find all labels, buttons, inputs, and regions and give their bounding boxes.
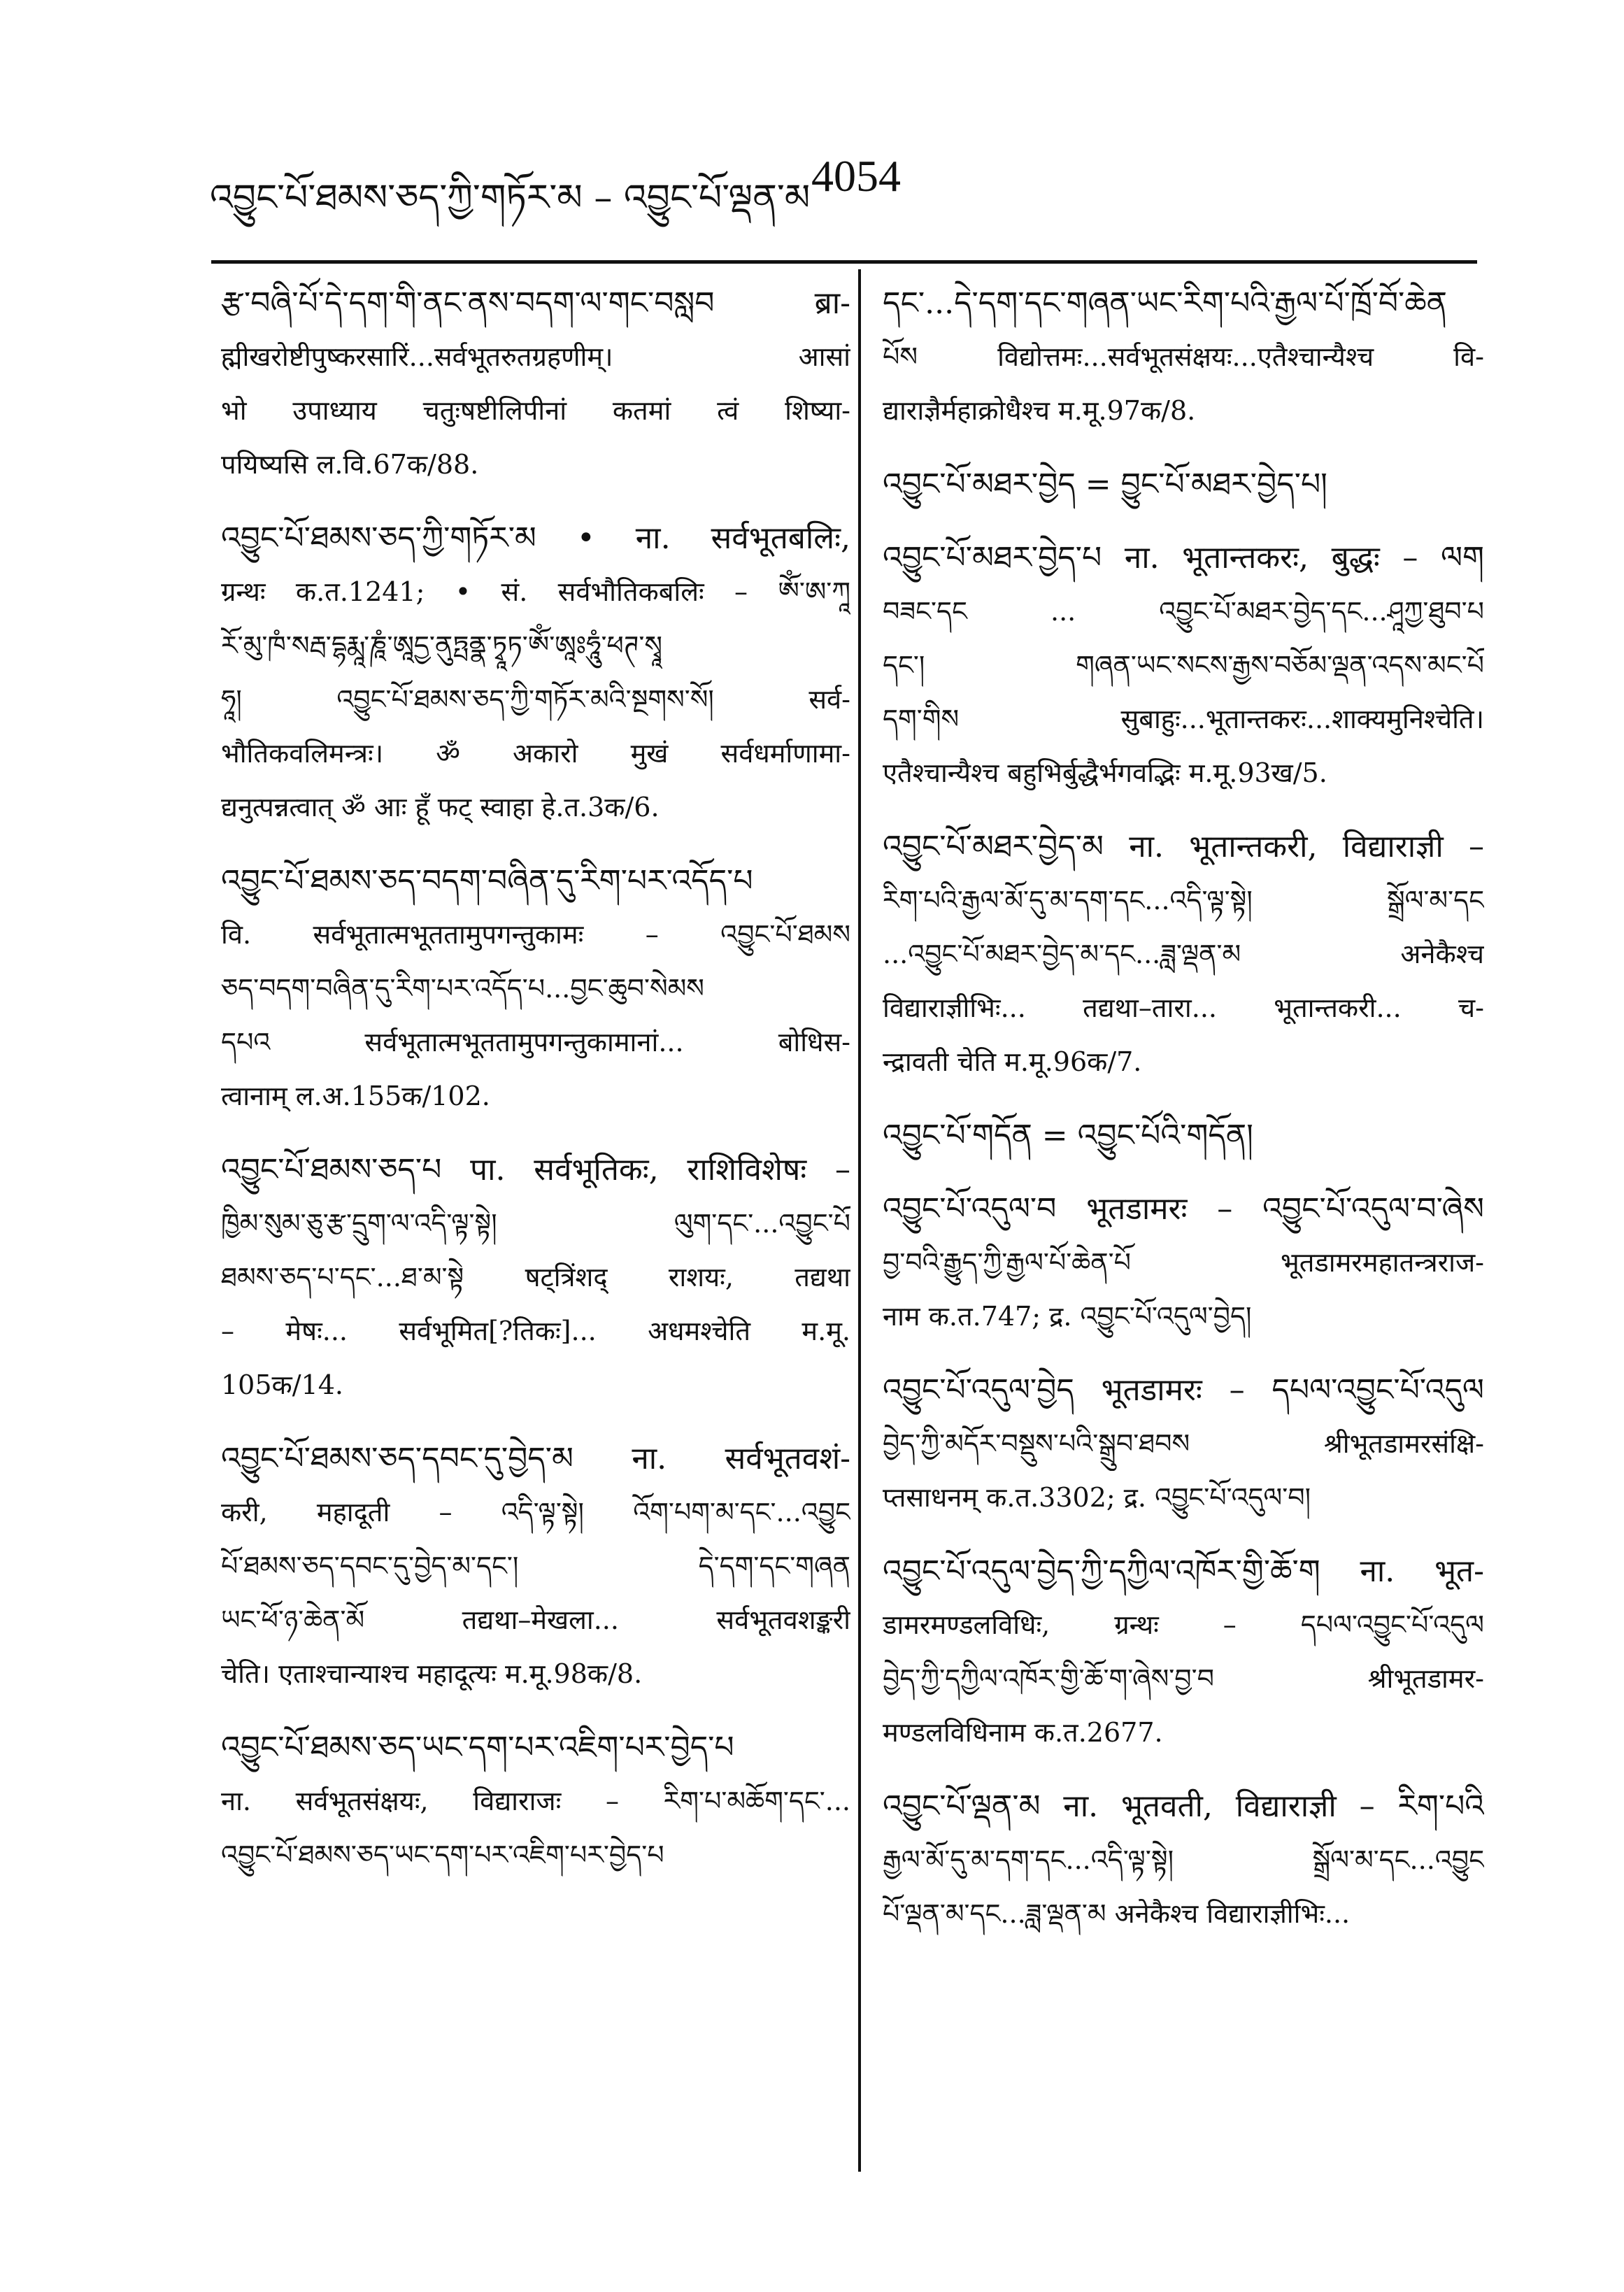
entry-line: རིག་པའི་རྒྱལ་མོ་དུ་མ་དག་དང...འདི་ལྟ་སྟེ། སྒྲོལ་མ་དང	[883, 885, 1484, 916]
dictionary-entry	[883, 1109, 1484, 1162]
dictionary-entry	[883, 1544, 1484, 1760]
dictionary-entry	[221, 1143, 850, 1412]
dictionary-entry	[221, 511, 850, 834]
entry-line: དག་གིས सुबाहुः...भूतान्तकरः...शाक्यमुनिश्चेति।	[883, 704, 1484, 734]
entry-line: डामरमण्डलविधिः, ग्रन्थः – དཔལ་འབྱུང་པོ་འདུལ	[883, 1609, 1484, 1640]
entry-line: ཐམས་ཅད་པ་དང་...ཐ་མ་སྟེ षट्त्रिंशद् राशयः, तद्यथा	[221, 1262, 850, 1293]
dictionary-entry	[221, 854, 850, 1123]
entry-headword-line: འབྱུང་པོ་གདོན = འབྱུང་པོའི་གདོན།	[883, 1118, 1253, 1153]
dictionary-entry	[883, 276, 1484, 438]
entry-line: वि. सर्वभूतात्मभूततामुपगन्तुकामः – འབྱུང་པོ་ཐམས	[221, 919, 850, 950]
entry-headword-line: དང་...དེ་དག་དང་གཞན་ཡང་རིག་པའི་རྒྱལ་པོ་ཁྲོ་བོ་ཆེན	[883, 285, 1447, 321]
entry-headword-line: འབྱུང་པོ་ཐམས་ཅད་པ पा. सर्वभूतिकः, राशिविशेषः –	[221, 1152, 850, 1188]
entry-line: द्यनुत्पन्नत्वात् ॐ आः हूँ फट् स्वाहा हे.त.3क/6.	[221, 792, 660, 823]
left-column	[221, 276, 850, 1902]
entry-headword-line: འབྱུང་པོ་ལྡན་མ ना. भूतवती, विद्याराज्ञी – རིག་པའི	[883, 1788, 1484, 1824]
entry-line: – मेषः... सर्वभूमित[?तिकः]... अधमश्चेति म.मू.	[221, 1316, 850, 1346]
dictionary-entry	[883, 531, 1484, 800]
dictionary-entry	[221, 1432, 850, 1701]
entry-line: 105क/14.	[221, 1369, 343, 1400]
running-title: འབྱུང་པོ་ཐམས་ཅད་ཀྱི་གཏོར་མ – འབྱུང་པོ་ལྡན་མ	[210, 177, 811, 219]
entry-line: བྱ་བའི་རྒྱུད་ཀྱི་རྒྱལ་པོ་ཆེན་པོ भूतडामरमहातन्त्रराज-	[883, 1247, 1484, 1278]
dictionary-entry	[883, 1363, 1484, 1525]
entry-line: मण्डलविधिनाम क.त.2677.	[883, 1717, 1163, 1748]
entry-line: པོས विद्योत्तमः...सर्वभूतसंक्षयः...एतैश्चान्यैश्च वि-	[883, 341, 1484, 372]
entry-headword-line: འབྱུང་པོ་མཐར་བྱེད = བྱུང་པོ་མཐར་བྱེད་པ།	[883, 467, 1327, 502]
entry-line: विद्याराज्ञीभिः... तद्यथा–तारा... भूतान्तकरी... च-	[883, 992, 1484, 1023]
entry-line: ཁྱིམ་སུམ་ཅུ་རྩ་དྲུག་ལ་འདི་ལྟ་སྟེ། ལུག་དང་...འབྱུང་པོ	[221, 1208, 850, 1239]
entry-headword-line: འབྱུང་པོ་འདུལ་བ भूतडामरः – འབྱུང་པོ་འདུལ་བ་ཞེས	[883, 1191, 1484, 1227]
entry-line: ग्रन्थः क.त.1241; • सं. सर्वभौतिकबलिः – ཨོཾ་ཨ་ཀཱ	[221, 576, 850, 607]
dictionary-entry	[883, 820, 1484, 1089]
entry-headword-line: རྩ་བཞི་པོ་དེ་དག་གི་ནང་ནས་བདག་ལ་གང་བསླབ ब्रा-	[221, 285, 850, 321]
entry-line: ཅད་བདག་བཞིན་དུ་རིག་པར་འདོད་པ...བྱང་ཆུབ་སེམས	[221, 973, 704, 1004]
entry-line: ना. सर्वभूतसंक्षयः, विद्याराजः – རིག་པ་མཆོག་དང་...	[221, 1786, 850, 1816]
entry-headword-line: འབྱུང་པོ་འདུལ་བྱེད भूतडामरः – དཔལ་འབྱུང་པོ་འདུལ	[883, 1372, 1484, 1408]
entry-headword-line: འབྱུང་པོ་ཐམས་ཅད་དབང་དུ་བྱེད་མ ना. सर्वभूतवशं-	[221, 1441, 850, 1476]
entry-line: प्तसाधनम् क.त.3302; द्र. འབྱུང་པོ་འདུལ་བ།	[883, 1482, 1311, 1513]
entry-line: པོ་ལྡན་མ་དང...ཟླ་ལྡན་མ अनेकैश्च विद्याराज्ञीभिः...	[883, 1898, 1351, 1929]
dictionary-entry	[883, 1779, 1484, 1941]
dictionary-entry	[221, 276, 850, 492]
entry-headword-line: འབྱུང་པོ་ཐམས་ཅད་ཀྱི་གཏོར་མ • ना. सर्वभूतबलिः,	[221, 520, 850, 556]
entry-headword-line: འབྱུང་པོ་མཐར་བྱེད་པ ना. भूतान्तकरः, बुद्धः – ལག	[883, 540, 1484, 576]
page-header	[210, 150, 1469, 234]
entry-line: पयिष्यसि ल.वि.67क/88.	[221, 449, 479, 480]
entry-line: एतैश्चान्यैश्च बहुभिर्बुद्धैर्भगवद्भिः म.मू.93ख/5.	[883, 757, 1327, 788]
dictionary-entry	[883, 1182, 1484, 1344]
entry-line: ཡང་ཕོ་ཉ་ཆེན་མོ तद्यथा–मेखला... सर्वभूतवशङ्करी	[221, 1604, 850, 1635]
entry-line: རྒྱལ་མོ་དུ་མ་དག་དང...འདི་ལྟ་སྟེ། སྒྲོལ་མ་དང...འབྱུང	[883, 1844, 1484, 1875]
entry-line: དང་། གཞན་ཡང་སངས་རྒྱས་བཅོམ་ལྡན་འདས་མང་པོ	[883, 650, 1484, 681]
page-number: 4054	[811, 151, 901, 201]
entry-line: न्द्रावती चेति म.मू.96क/7.	[883, 1046, 1142, 1077]
entry-line: ...འབྱུང་པོ་མཐར་བྱེད་མ་དང...ཟླ་ལྡན་མ अनेकैश्च	[883, 939, 1484, 969]
entry-line: भौतिकवलिमन्त्रः। ॐ अकारो मुखं सर्वधर्माणामा-	[221, 738, 850, 769]
entry-line: འབྱུང་པོ་ཐམས་ཅད་ཡང་དག་པར་འཇིག་པར་བྱེད་པ	[221, 1839, 664, 1870]
entry-headword-line: འབྱུང་པོ་ཐམས་ཅད་ཡང་དག་པར་འཇིག་པར་བྱེད་པ	[221, 1730, 734, 1765]
entry-line: नाम क.त.747; द्र. འབྱུང་པོ་འདུལ་བྱེད།	[883, 1301, 1252, 1332]
entry-line: करी, महादूती – འདི་ལྟ་སྟེ། འོག་པག་མ་དང་...འབྱུང	[221, 1497, 850, 1528]
entry-headword-line: འབྱུང་པོ་ཐམས་ཅད་བདག་བཞིན་དུ་རིག་པར་འདོད་པ	[221, 863, 753, 899]
entry-line: द्याराज्ञैर्महाक्रोधैश्च म.मू.97क/8.	[883, 395, 1196, 426]
entry-line: ह्मीखरोष्टीपुष्करसारिं...सर्वभूतरुतग्रहणीम्। आसां	[221, 341, 850, 372]
column-divider	[858, 269, 861, 2172]
entry-line: པོ་ཐམས་ཅད་དབང་དུ་བྱེད་མ་དང་། དེ་དག་དང་གཞན	[221, 1551, 850, 1581]
entry-line: ཧཱ། འབྱུང་པོ་ཐམས་ཅད་ཀྱི་གཏོར་མའི་སྔགས་སོ། सर्व-	[221, 684, 850, 715]
dictionary-entry	[221, 1721, 850, 1882]
header-rule	[211, 260, 1477, 264]
entry-line: བྱེད་ཀྱི་མདོར་བསྡུས་པའི་སྒྲུབ་ཐབས श्रीभूतडामरसंक्षि-	[883, 1428, 1484, 1459]
entry-line: བཟང་དང ... འབྱུང་པོ་མཐར་བྱེད་དང...ཤཱཀྱ་ཐུབ་པ	[883, 596, 1484, 627]
entry-line: རོ་མུ་ཁཾ་སརྦ་དྷརྨཱ་ཎཱཾ་ཨཱདྱ་ནུཏྤནྣ་ཏྭཱཏ་ཨོཾ་ཨཱཿཧཱུཾ་ཕཊ་སྭཱ	[221, 630, 662, 661]
entry-line: त्वानाम् ल.अ.155क/102.	[221, 1081, 490, 1111]
entry-headword-line: འབྱུང་པོ་འདུལ་བྱེད་ཀྱི་དཀྱིལ་འཁོར་གྱི་ཆོ་ག ना. भूत-	[883, 1553, 1484, 1589]
entry-line: भो उपाध्याय चतुःषष्टीलिपीनां कतमां त्वं शिष्या-	[221, 395, 850, 426]
entry-line: चेति। एताश्चान्याश्च महादूत्यः म.मू.98क/8.	[221, 1658, 643, 1689]
entry-line: བྱེད་ཀྱི་དཀྱིལ་འཁོར་གྱི་ཆོ་ག་ཞེས་བྱ་བ श्रीभूतडामर-	[883, 1663, 1484, 1694]
dictionary-entry	[883, 457, 1484, 511]
entry-line: དཔའ सर्वभूतात्मभूततामुपगन्तुकामानां... बोधिस-	[221, 1027, 850, 1058]
entry-headword-line: འབྱུང་པོ་མཐར་བྱེད་མ ना. भूतान्तकरी, विद्याराज्ञी –	[883, 829, 1484, 864]
right-column	[883, 276, 1484, 1960]
